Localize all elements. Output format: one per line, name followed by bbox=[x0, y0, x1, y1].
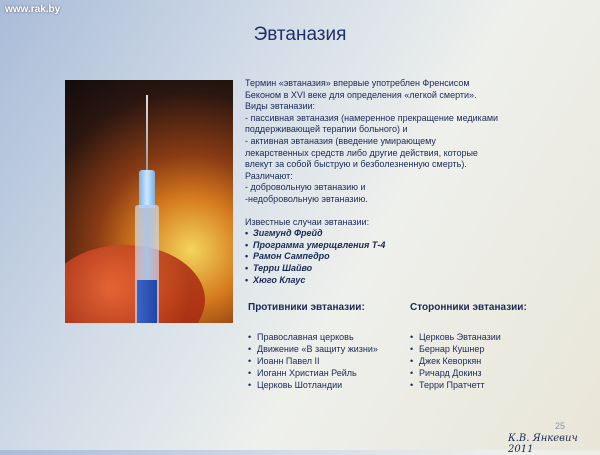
supporter-item: • Джек Кеворкян bbox=[410, 355, 580, 367]
opponents-list bbox=[248, 331, 418, 391]
opponent-item: • Иоанн Павел II bbox=[248, 355, 418, 367]
intro-line: лекарственных средств либо другие действия, которые bbox=[245, 147, 478, 158]
opponents-column bbox=[248, 302, 418, 391]
author-signature: К.В. Янкевич 2011 bbox=[508, 433, 578, 455]
intro-text bbox=[245, 78, 555, 286]
intro-line: Термин «эвтаназия» впервые употреблен Френсисом bbox=[245, 78, 470, 88]
supporter-item: • Бернар Кушнер bbox=[410, 343, 580, 355]
intro-line: Виды эвтаназии: bbox=[245, 101, 316, 112]
intro-line: - пассивная эвтаназия (намеренное прекращение медиками bbox=[245, 112, 499, 123]
intro-line: Различают: bbox=[245, 170, 293, 181]
syringe-hub bbox=[139, 170, 155, 208]
case-item: • Зигмунд Фрейд bbox=[245, 228, 555, 240]
case-item: • Программа умерщвления Т-4 bbox=[245, 240, 555, 252]
opponent-item: • Иоганн Христиан Рейль bbox=[248, 367, 418, 379]
cases-title: Известные случаи эвтаназии: bbox=[245, 216, 370, 227]
intro-line: Беконом в XVI веке для определения «легкой смерти». bbox=[245, 89, 477, 100]
intro-line: - активная эвтаназия (введение умирающему bbox=[245, 135, 436, 146]
supporters-list bbox=[410, 331, 580, 391]
supporters-column bbox=[410, 302, 580, 391]
page-number: 25 bbox=[555, 421, 566, 431]
opponent-item: • Православная церковь bbox=[248, 331, 418, 343]
needle bbox=[146, 95, 148, 173]
case-item: • Терри Шайво bbox=[245, 263, 555, 275]
syringe-liquid bbox=[137, 280, 157, 323]
supporters-title: Сторонники эвтаназии: bbox=[410, 302, 527, 313]
slide-title: Эвтаназия bbox=[253, 24, 347, 45]
syringe-photo bbox=[65, 80, 233, 323]
intro-line: - добровольную эвтаназию и bbox=[245, 182, 366, 193]
case-item: • Рамон Сампедро bbox=[245, 251, 555, 263]
site-label: www.rak.by bbox=[5, 4, 61, 15]
supporter-item: • Терри Пратчетт bbox=[410, 379, 580, 391]
supporter-item: • Ричард Докинз bbox=[410, 367, 580, 379]
cases-list bbox=[245, 228, 555, 286]
supporter-item: • Церковь Эвтаназии bbox=[410, 331, 580, 343]
intro-line: -недобровольную эвтаназию. bbox=[245, 193, 368, 204]
opponent-item: • Церковь Шотландии bbox=[248, 379, 418, 391]
case-item: • Хюго Клаус bbox=[245, 275, 555, 287]
opponent-item: • Движение «В защиту жизни» bbox=[248, 343, 418, 355]
intro-line: поддерживающей терапии больного) и bbox=[245, 124, 408, 135]
intro-line: влекут за собой быструю и безболезненную смерть). bbox=[245, 159, 467, 170]
opponents-title: Противники эвтаназии: bbox=[248, 302, 365, 313]
